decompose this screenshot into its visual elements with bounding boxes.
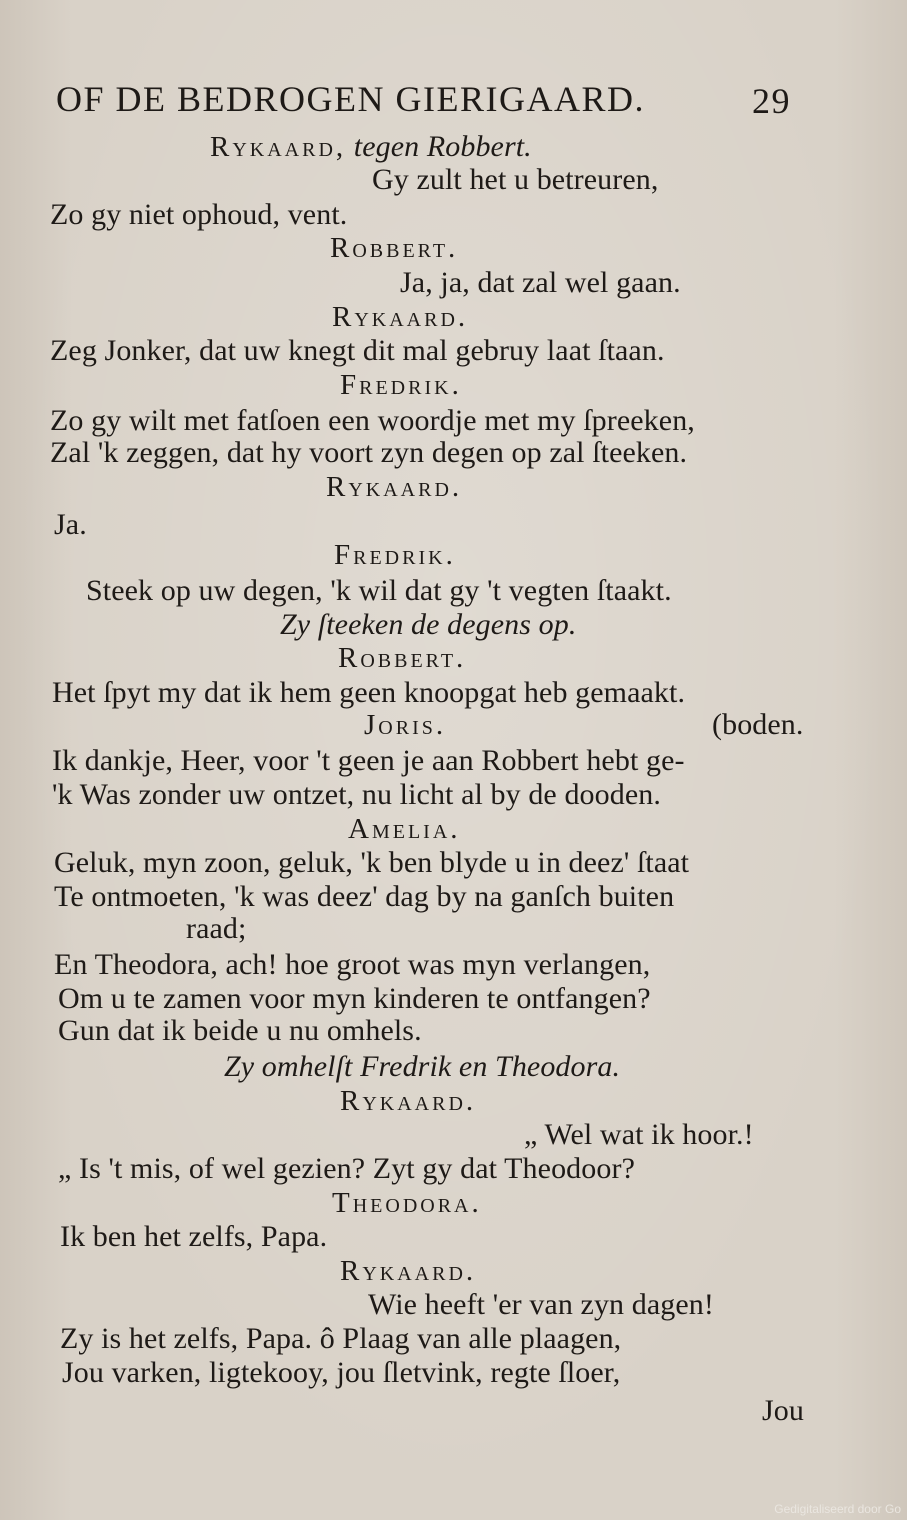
verse-line: Het ſpyt my dat ik hem geen knoopgat heb gemaakt. — [52, 676, 686, 709]
page-number-text: 29 — [752, 81, 791, 121]
speaker-heading: Rykaard. — [340, 1255, 477, 1287]
running-title-text: OF DE BEDROGEN GIERIGAARD. — [56, 79, 645, 119]
verse-line: En Theodora, ach! hoe groot was myn verlangen, — [54, 948, 651, 981]
verse-line: 'k Was zonder uw ontzet, nu licht al by de dooden. — [52, 778, 661, 811]
speaker-heading: Amelia. — [348, 813, 461, 845]
verse-line: Zo gy niet ophoud, vent. — [50, 198, 348, 231]
verse-line: raad; — [186, 912, 247, 945]
speaker-heading: Fredrik. — [340, 369, 462, 401]
running-title — [56, 79, 645, 119]
speaker-heading: Rykaard. — [332, 301, 469, 333]
verse-line: Ik dankje, Heer, voor 't geen je aan Robbert hebt ge- — [52, 744, 685, 777]
stage-direction: Zy ſteeken de degens op. — [280, 608, 577, 641]
stage-direction: Zy omhelſt Fredrik en Theodora. — [224, 1050, 621, 1083]
verse-line: Gy zult het u betreuren, — [372, 163, 659, 196]
speaker-heading: Rykaard. — [340, 1085, 477, 1117]
speaker-heading: Rykaard. — [326, 471, 463, 503]
verse-line: Steek op uw degen, 'k wil dat gy 't vegten ſtaakt. — [86, 574, 672, 607]
verse-line: Om u te zamen voor myn kinderen te ontfangen? — [58, 982, 651, 1015]
speaker-name: Rykaard, — [210, 131, 347, 163]
verse-line: „ Is 't mis, of wel gezien? Zyt gy dat Theodoor? — [58, 1152, 635, 1185]
verse-line: „ Wel wat ik hoor.! — [524, 1118, 754, 1151]
verse-line: Ja, ja, dat zal wel gaan. — [400, 266, 681, 299]
speaker-heading: Fredrik. — [334, 539, 456, 571]
verse-line: Zy is het zelfs, Papa. ô Plaag van alle plaagen, — [60, 1322, 622, 1355]
verse-line: Jou varken, ligtekooy, jou ſletvink, regte ſloer, — [62, 1356, 621, 1389]
digitization-watermark: Gedigitaliseerd door Go — [774, 1502, 901, 1516]
verse-line: Zeg Jonker, dat uw knegt dit mal gebruy laat ſtaan. — [50, 334, 665, 367]
verse-line: Zal 'k zeggen, dat hy voort zyn degen op zal ſteeken. — [50, 436, 688, 469]
verse-line: Te ontmoeten, 'k was deez' dag by na ganſch buiten — [54, 880, 675, 913]
speaker-heading: Robbert. — [330, 232, 459, 264]
catchword: Jou — [762, 1394, 804, 1427]
verse-line: Wie heeft 'er van zyn dagen! — [368, 1288, 714, 1321]
speaker-heading: Theodora. — [332, 1187, 482, 1219]
verse-line: Ik ben het zelfs, Papa. — [60, 1220, 328, 1253]
speaker-heading — [210, 130, 532, 164]
turnover-fragment: (boden. — [712, 708, 804, 741]
verse-line: Ja. — [54, 508, 87, 541]
verse-line: Zo gy wilt met fatſoen een woordje met my ſpreeken, — [50, 404, 695, 437]
verse-line: Geluk, myn zoon, geluk, 'k ben blyde u in deez' ſtaat — [54, 846, 690, 879]
verse-line: Gun dat ik beide u nu omhels. — [58, 1014, 422, 1047]
stage-direction: tegen Robbert. — [353, 130, 532, 163]
speaker-heading: Joris. — [364, 709, 447, 741]
speaker-heading: Robbert. — [338, 642, 467, 674]
page-number — [752, 81, 791, 121]
